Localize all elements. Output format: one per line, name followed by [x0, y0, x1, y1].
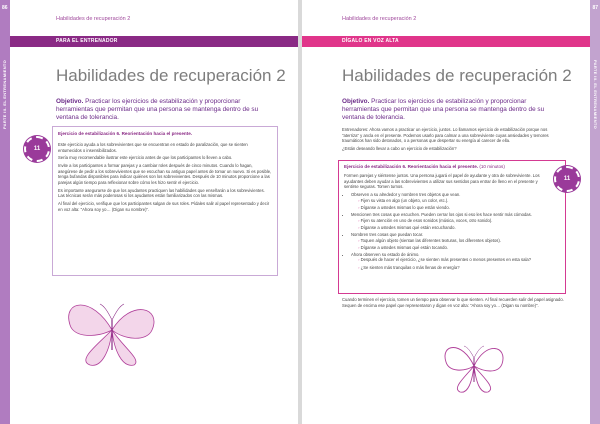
sub-step: ◦ Díganse a ustedes mismas lo que están viendo. [358, 205, 552, 211]
sub-step: ◦ Díganse a ustedes mismas qué están escuchando. [358, 225, 552, 231]
sub-step: ◦ Fijen su vista en algo (un objeto, un color, etc.). [358, 198, 552, 204]
question: ¿Están deseando llevar a cabo un ejercicio de estabilización? [342, 145, 457, 151]
paragraph: Sería muy recomendable ilustrar este ejercicio antes de que los participantes lo lleven a cabo. [58, 155, 233, 161]
page-number: 87 [592, 5, 598, 11]
sub-step: ◦ Fijen su atención en uno de esos sonidos (música, voces, otro sonido). [358, 218, 552, 224]
paragraph: Este ejercicio ayuda a los sobrevivientes que se encuentran en estado de paralización, que se sienten entumecidos o insensibilizados. [58, 142, 248, 153]
sub-step: ◦ Toquen algún objeto (sientan las diferentes texturas, los diferentes objetos). [358, 238, 552, 244]
objective-text: Practicar los ejercicios de estabilización y proporcionar herramientas que permitan que una persona se mantenga dentro de su ventana de tolerancia. [56, 98, 259, 121]
exercise-body [344, 173, 552, 272]
objective [342, 98, 560, 122]
sub-steps [351, 198, 552, 211]
objective-label: Objetivo. [342, 98, 370, 105]
page-title: Habilidades de recuperación 2 [56, 66, 286, 85]
objective-text: Practicar los ejercicios de estabilización y proporcionar herramientas que permitan que una persona se mantenga dentro de su ventana de tolerancia. [342, 98, 545, 121]
sub-steps [351, 257, 552, 270]
exercise-title: Ejercicio de estabilización 6. Reorientación hacia el presente. [58, 131, 193, 136]
page-title: Habilidades de recuperación 2 [342, 66, 572, 85]
step-item [351, 212, 552, 230]
side-strip [590, 0, 600, 424]
exercise-title [344, 164, 556, 169]
sub-step: ◦ Díganse a ustedes mismas qué están tocando. [358, 245, 552, 251]
sub-steps [351, 238, 552, 251]
intro-paragraph: Entrenadores: Ahora vamos a practicar un ejercicio, juntos. Lo llamamos ejercicio de estabilización porque nos "aterriza" y ancla en el presente. Podemos usarlo para calmar a una sobreviviente cuyas ansiedades y temores traumáticos han sido detonados, o a personas que despertar su energía al carecer de ella. [342, 127, 549, 144]
objective [56, 98, 274, 122]
side-strip [0, 0, 10, 424]
running-head: Habilidades de recuperación 2 [56, 16, 131, 22]
section-band: DÍGALO EN VOZ ALTA [302, 36, 590, 47]
section-band: PARA EL ENTRENADOR [10, 36, 298, 47]
step-item [351, 232, 552, 250]
exercise-body [58, 142, 272, 214]
sub-step: ◦ Después de hacer el ejercicio, ¿se sienten más presentes o menos presentes en esta sala? [358, 257, 552, 263]
left-page [0, 0, 298, 424]
exercise-steps [344, 192, 552, 270]
step-item [351, 252, 552, 270]
paragraph: Al final del ejercicio, verifique que los participantes salgan de sus roles. Pídales salir al papel representado y decir en voz alta: "Ahora soy yo… (Digan su nombre)". [58, 201, 270, 212]
exercise-intro: Formen parejas y siéntense juntos. Una persona jugará el papel de ayudante y otra de sobreviviente. Los ayudantes deben ayudar a las sobrevivientes a utilizar sus sentidos para entrar de lleno en el presente y sentirse seguras. Tomen turnos. [344, 173, 540, 190]
side-label: PARTE III. EL ENTRENAMIENTO [2, 60, 7, 129]
exercise-badge: 11 [24, 136, 50, 162]
step-text: Observen a su alrededor y nombren tres objetos que vean. [351, 191, 461, 197]
step-text: Ahora observen su estado de ánimo. [351, 251, 420, 257]
intro-text [342, 127, 564, 154]
running-head: Habilidades de recuperación 2 [342, 16, 417, 22]
side-label: PARTE III. EL ENTRENAMIENTO [593, 60, 598, 129]
paragraph: Es importante asegurarse de que los ayudantes practiquen las habilidades que enseñarán a los sobrevivientes. Las técnicas serán más poderosas si los ayudantes están familiarizados con las mismas. [58, 187, 265, 199]
butterfly-icon [434, 336, 514, 396]
closing-paragraph: Cuando terminen el ejercicio, tomen un tiempo para observar lo que sienten. Al final recuerden salir del papel asignado. Sequen de encima ese papel que representaron y digan en voz alta: "Ahora soy yo… (Digan su nombre)". [342, 297, 564, 308]
sub-steps [351, 218, 552, 231]
step-text: Nombren tres cosas que puedan tocar. [351, 231, 424, 237]
right-page [302, 0, 600, 424]
exercise-title-text: Ejercicio de estabilización 6. Reorientación hacia el presente. [344, 164, 479, 169]
step-text: Mencionen tres cosas que escuchen. Pueden cerrar los ojos si eso les hace sentir más cómodas. [351, 211, 532, 217]
sub-step: ◦ ¿Se sienten más tranquilas o más llenas de energía? [358, 265, 552, 271]
page-number: 86 [2, 5, 8, 11]
exercise-badge: 11 [554, 166, 580, 192]
objective-label: Objetivo. [56, 98, 84, 105]
closing-text [342, 297, 564, 310]
step-item [351, 192, 552, 210]
butterfly-icon [52, 290, 172, 370]
exercise-duration: (10 minutos) [479, 164, 505, 169]
paragraph: Invite a los participantes a formar parejas y a cambiar roles después de cinco minutos. Cuando lo hagan, asegúrese de pedir a los sobrevivientes que se escuchan su antiguo papel antes de tomar un nuevo. Si es posible, tenga bufandas disponibles para indicar quiénes son los sobrevivientes. Después de 10 minutos proporcione a las parejas algún tiempo para reflexionar sobre cómo les hizo sentir el ejercicio. [58, 163, 272, 185]
